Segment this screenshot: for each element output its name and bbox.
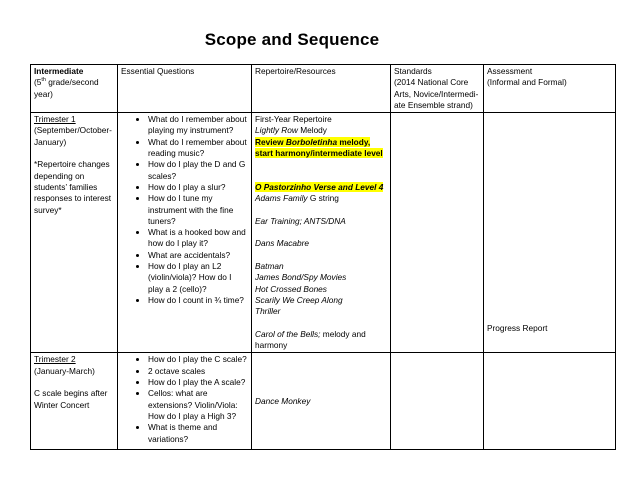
trimester-2-row (31, 353, 616, 450)
essential-questions-header: Essential Questions (121, 66, 195, 76)
list-item: • What are accidentals? (148, 250, 248, 261)
trimester-1-assessment-cell (484, 113, 616, 353)
header-assessment-cell (484, 65, 616, 113)
header-essential-cell (118, 65, 252, 113)
trimester-1-note: responses to interest (34, 193, 112, 204)
page-title: Scope and Sequence (204, 30, 380, 49)
list-item: • 2 octave scales (148, 366, 248, 377)
list-item: • How do I count in ¾ time? (148, 295, 248, 306)
adams-family: Adams Family G string (255, 193, 339, 204)
standards-subheader: Arts, Novice/Intermedi- (394, 88, 479, 99)
trimester-1-note: survey* (34, 204, 62, 215)
o-pastorzinho: O Pastorzinho Verse and Level 4 (255, 181, 384, 192)
james-bond: James Bond/Spy Movies (255, 272, 347, 283)
progress-report: Progress Report (487, 323, 548, 334)
trimester-1-repertoire-cell (252, 113, 391, 353)
assessment-header: Assessment (487, 66, 533, 76)
scope-sequence-table (30, 64, 616, 450)
thriller: Thriller (255, 306, 281, 317)
assessment-subheader: (Informal and Formal) (487, 77, 567, 88)
list-item: • What do I remember about reading music? (148, 137, 248, 160)
trimester-2-repertoire-cell (252, 353, 391, 450)
repertoire-header: Repertoire/Resources (255, 66, 336, 76)
trimester-1-note: students’ families (34, 181, 98, 192)
scarily-we-creep: Scarily We Creep Along (255, 294, 343, 305)
list-item: • What do I remember about playing my instrument? (148, 114, 248, 137)
trimester-2-note: C scale begins after (34, 388, 108, 399)
review-borboletinha: Review Borboletinha melody, start harmony/intermediate level (255, 136, 383, 159)
batman: Batman (255, 261, 284, 272)
trimester-1-note: *Repertoire changes (34, 159, 110, 170)
header-repertoire-cell (252, 65, 391, 113)
grades-label: (5th grade/second (34, 77, 99, 88)
header-row (31, 65, 616, 113)
list-item: • What is theme and variations? (148, 422, 248, 445)
list-item: • Cellos: what are extensions? Violin/Viola: How do I play a High 3? (148, 388, 248, 422)
header-level-cell (31, 65, 118, 113)
trimester-2-label: Trimester 2 (34, 354, 76, 365)
list-item: • How do I play the C scale? (148, 354, 248, 365)
ear-training: Ear Training; ANTS/DNA (255, 215, 346, 226)
standards-subheader: ate Ensemble strand) (394, 99, 473, 110)
dance-monkey: Dance Monkey (255, 395, 311, 406)
trimester-1-dates: January) (34, 136, 67, 147)
trimester-2-dates: (January-March) (34, 365, 95, 376)
list-item: • What is a hooked bow and how do I play it? (148, 227, 248, 250)
lightly-row: Lightly Row Melody (255, 125, 327, 136)
level-label: Intermediate (34, 66, 84, 76)
trimester-1-dates: (September/October- (34, 125, 112, 136)
trimester-1-questions-list (121, 114, 248, 306)
trimester-1-note: depending on (34, 170, 85, 181)
list-item: • How do I play the A scale? (148, 377, 248, 388)
first-year-repertoire: First-Year Repertoire (255, 114, 332, 125)
trimester-2-questions-list (121, 354, 248, 444)
trimester-1-row (31, 113, 616, 353)
trimester-1-standards-cell (391, 113, 484, 353)
standards-subheader: (2014 National Core (394, 77, 469, 88)
list-item: • How do I play the D and G scales? (148, 159, 248, 182)
dans-macabre: Dans Macabre (255, 238, 309, 249)
list-item: • How do I play a slur? (148, 182, 248, 193)
header-standards-cell (391, 65, 484, 113)
carol-of-the-bells: Carol of the Bells; melody and harmony (255, 328, 366, 351)
list-item: • How do I tune my instrument with the fine tuners? (148, 193, 248, 227)
standards-header: Standards (394, 66, 432, 76)
trimester-2-standards-cell (391, 353, 484, 450)
list-item: • How do I play an L2 (violin/viola)? How do I play a 2 (cello)? (148, 261, 248, 295)
trimester-2-questions-cell (118, 353, 252, 450)
trimester-1-questions-cell (118, 113, 252, 353)
grades-label-line2: year) (34, 88, 53, 99)
trimester-2-note: Winter Concert (34, 399, 90, 410)
hot-crossed-bones: Hot Crossed Bones (255, 283, 327, 294)
trimester-1-cell (31, 113, 118, 353)
trimester-2-cell (31, 353, 118, 450)
trimester-2-assessment-cell (484, 353, 616, 450)
trimester-1-label: Trimester 1 (34, 114, 76, 125)
